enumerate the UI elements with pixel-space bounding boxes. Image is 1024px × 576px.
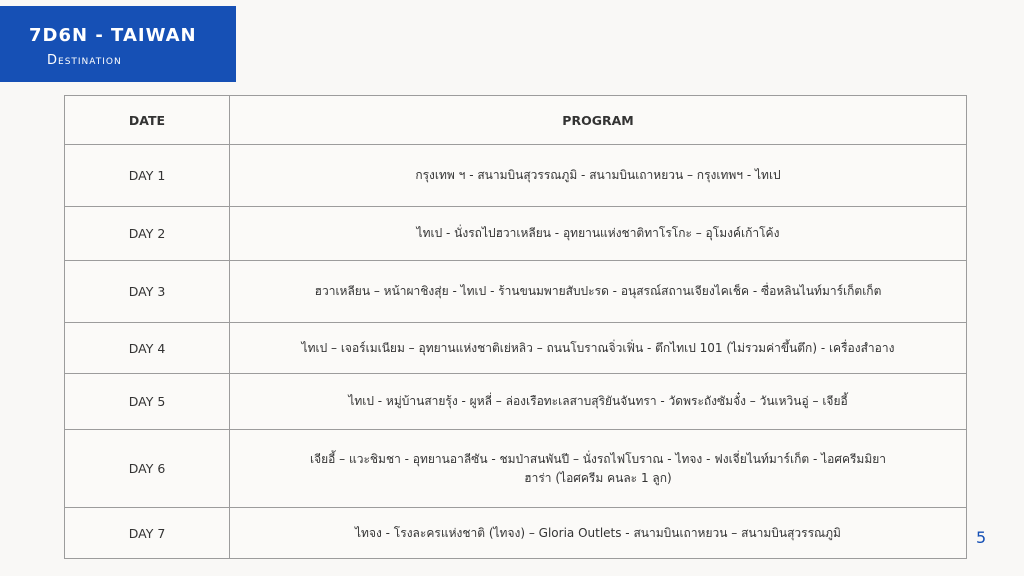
itinerary-table [64,95,967,559]
day-cell: DAY 2 [65,207,230,261]
title-block [0,6,236,82]
table-row [65,508,967,559]
program-cell: กรุงเทพ ฯ - สนามบินสุวรรณภูมิ - สนามบินเถาหยวน – กรุงเทพฯ - ไทเป [230,145,967,207]
table-row [65,374,967,430]
program-cell: ไทเป – เจอร์เมเนียม – อุทยานแห่งชาติเย่หลิว – ถนนโบราณจิ่วเฟิ่น - ตึกไทเป 101 (ไม่รวมค่าขึ้นตึก) - เครื่องสำอาง [230,323,967,374]
program-cell: เจียอี้ – แวะชิมชา - อุทยานอาลีซัน - ชมป่าสนพันปี – นั่งรถไฟโบราณ - ไทจง - ฟงเจี่ยไนท์มาร์เก็ต - ไอศครีมมิยาฮาร่า (ไอศครีม คนละ 1 ลูก) [230,430,967,508]
program-cell: ไทเป - นั่งรถไปฮวาเหลียน - อุทยานแห่งชาติทาโรโกะ – อุโมงค์เก้าโค้ง [230,207,967,261]
table-row [65,261,967,323]
day-cell: DAY 1 [65,145,230,207]
day-cell: DAY 3 [65,261,230,323]
header-date: DATE [65,96,230,145]
program-cell: ไทจง - โรงละครแห่งชาติ (ไทจง) – Gloria Outlets - สนามบินเถาหยวน – สนามบินสุวรรณภูมิ [230,508,967,559]
day-cell: DAY 7 [65,508,230,559]
table-row [65,430,967,508]
program-cell: ไทเป - หมู่บ้านสายรุ้ง - ผูหลี่ – ล่องเรือทะเลสาบสุริยันจันทรา - วัดพระถังซัมจั๋ง – วันเหวินอู่ – เจียอี้ [230,374,967,430]
table-row [65,145,967,207]
program-cell: ฮวาเหลียน – หน้าผาชิงสุ่ย - ไทเป - ร้านขนมพายสับปะรด - อนุสรณ์สถานเจียงไคเช็ค - ซื่อหลินไนท์มาร์เก็ตเก็ต [230,261,967,323]
header-program: PROGRAM [230,96,967,145]
slide-subtitle: Destination [47,53,122,68]
day-cell: DAY 4 [65,323,230,374]
day-cell: DAY 6 [65,430,230,508]
slide-title: 7D6N - TAIWAN [29,25,197,46]
page-number: 5 [976,528,987,547]
table-header-row [65,96,967,145]
table-row [65,207,967,261]
day-cell: DAY 5 [65,374,230,430]
table-row [65,323,967,374]
